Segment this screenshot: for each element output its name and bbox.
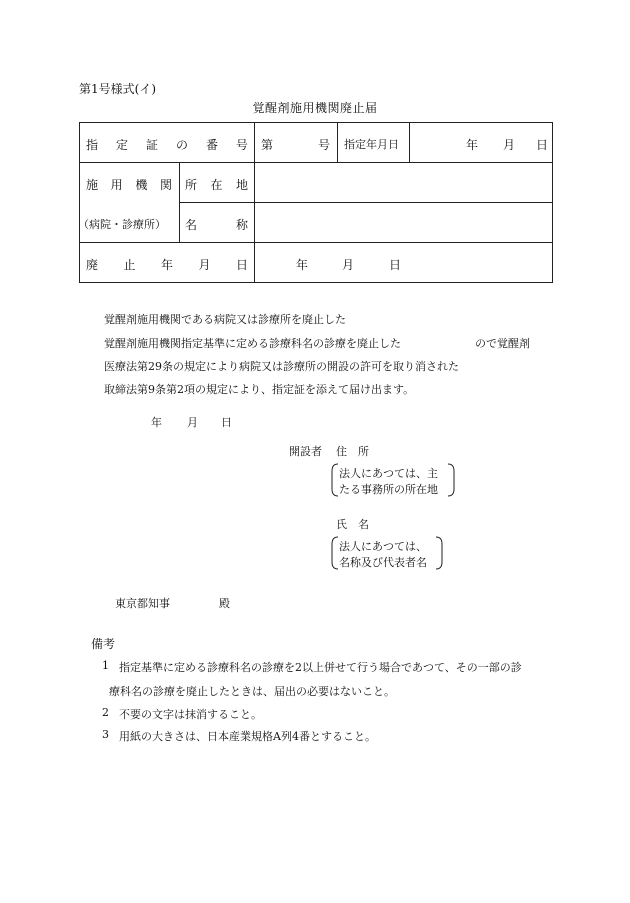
abolition-date-month: 月 [342,258,355,272]
facility-sublabel: （病院・診療所） [78,218,166,231]
address-note-line-2: たる事務所の所在地 [339,483,438,496]
facility-name-field[interactable] [258,206,548,238]
notes-heading: 備考 [91,637,116,651]
abolition-date-year: 年 [296,258,309,272]
abolition-date-day: 日 [389,258,402,272]
note-3-num: 3 [102,728,109,741]
cert-number-suffix: 号 [318,138,331,152]
note-3-text: 用紙の大きさは、日本産業規格A列4番とすること。 [119,730,376,743]
left-paren-icon [331,536,339,570]
address-label: 所 在 地 [185,178,248,192]
applicant-address-label: 住 所 [336,445,369,458]
addressee-name: 東京都知事 [115,597,170,610]
note-2-num: 2 [102,706,109,719]
note-2-text: 不要の文字は抹消すること。 [119,708,262,721]
name-note-line-2: 名称及び代表者名 [339,556,427,569]
designation-date-year: 年 [466,138,479,152]
designation-date-label: 指定年月日 [344,138,399,151]
designation-date-month: 月 [503,138,516,152]
abolition-date-label: 廃 止 年 月 日 [86,258,248,272]
facility-label: 施 用 機 関 [86,178,172,192]
name-note [331,536,443,570]
form-id: 第1号様式(イ) [79,82,156,96]
body-line-2a: 覚醒剤施用機関指定基準に定める診療科名の診療を廃止した [104,337,401,350]
applicant-name-label: 氏 名 [336,518,369,531]
address-note [331,463,455,497]
name-note-line-1: 法人にあつては、 [339,540,427,553]
body-line-1: 覚醒剤施用機関である病院又は診療所を廃止した [104,313,346,326]
note-1-cont: 療科名の診療を廃止したときは、届出の必要はないこと。 [109,685,395,698]
submit-date-year: 年 [151,416,162,429]
note-1-text: 指定基準に定める診療科名の診療を2以上併せて行う場合であつて、その一部の診 [119,661,522,674]
designation-date-day: 日 [536,138,549,152]
cert-number-label: 指 定 証 の 番 号 [86,138,248,152]
form-title: 覚醒剤施用機関廃止届 [252,101,378,115]
addressee-honorific: 殿 [219,597,230,610]
cert-number-prefix: 第 [261,138,274,152]
cert-number-field[interactable] [275,128,315,156]
name-label: 名 称 [185,218,248,232]
submit-date-month: 月 [187,416,198,429]
right-paren-icon [435,536,443,570]
left-paren-icon [331,463,339,497]
right-paren-icon [447,463,455,497]
body-line-4: 取締法第9条第2項の規定により、指定証を添えて届け出ます。 [104,383,415,396]
applicant-label: 開設者 [289,445,322,458]
note-1-num: 1 [102,659,109,672]
body-line-2b: ので覚醒剤 [475,337,530,350]
address-note-line-1: 法人にあつては、主 [339,467,438,480]
body-line-3: 医療法第29条の規定により病院又は診療所の開設の許可を取り消された [104,360,459,373]
facility-address-field[interactable] [258,166,548,198]
submit-date-day: 日 [221,416,232,429]
